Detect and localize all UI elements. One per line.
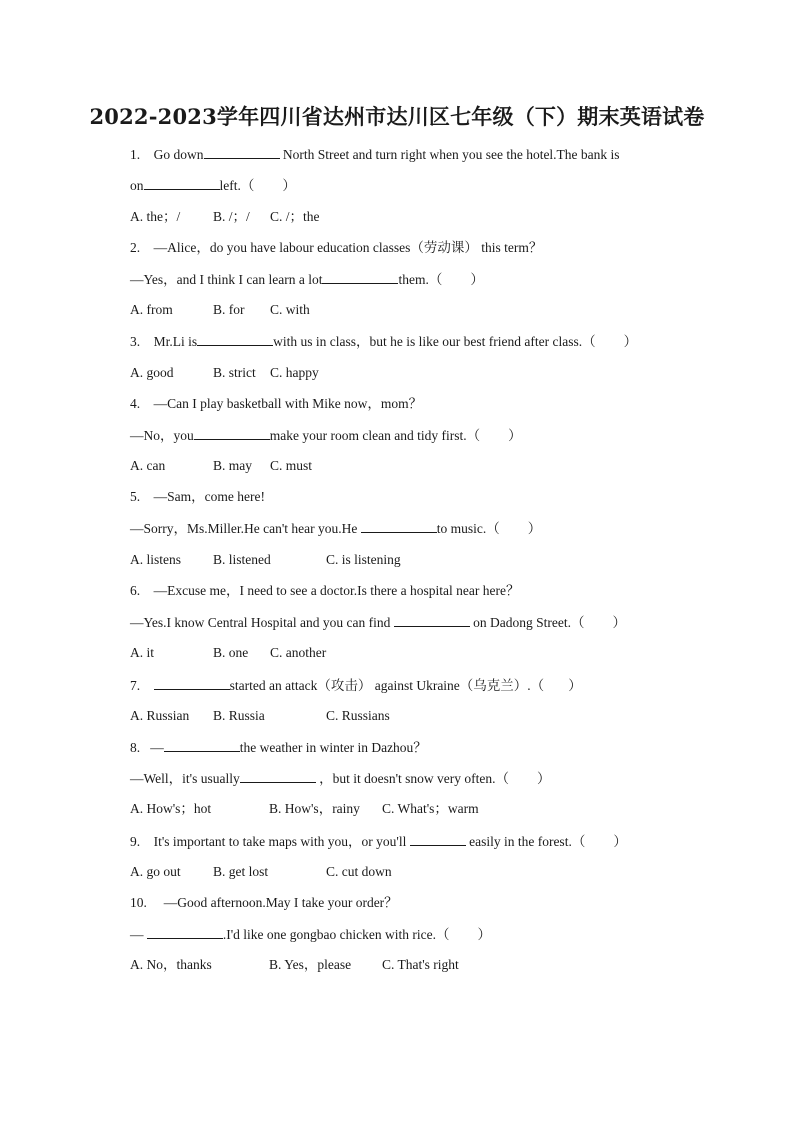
option-b[interactable]: B. one <box>213 645 249 660</box>
question-number: 7. <box>130 678 141 693</box>
option-a[interactable]: A. listens <box>130 552 182 567</box>
question-text: .I'd like one gongbao chicken with rice.（ <box>222 927 450 942</box>
question-number: 9. <box>130 834 141 849</box>
option-c[interactable]: C. Russians <box>326 708 390 723</box>
option-c[interactable]: C. another <box>270 645 327 660</box>
answer-paren: ） <box>613 834 627 849</box>
option-c[interactable]: C. What's；warm <box>382 801 479 816</box>
answer-paren: ） <box>612 615 626 630</box>
question-text: —Excuse me，I need to see a doctor.Is there a hospital near here？ <box>153 583 520 598</box>
question-2-stem <box>130 238 542 258</box>
question-3-stem <box>130 331 637 351</box>
question-1-stem-cont <box>130 175 296 195</box>
question-text: — <box>150 740 164 755</box>
question-5-stem-cont <box>130 518 541 538</box>
question-text: North Street and turn right when you see the hotel.The bank is <box>282 147 620 162</box>
question-9-stem <box>130 831 627 851</box>
question-1-stem <box>130 144 620 164</box>
question-text: them.（ <box>398 272 443 287</box>
question-text: —Sam，come here! <box>153 489 265 504</box>
question-6-stem-cont <box>130 612 626 632</box>
question-text: —Alice，do you have labour education classes（劳动课） this term？ <box>153 240 543 255</box>
option-a[interactable]: A. can <box>130 458 166 473</box>
question-number: 2. <box>130 240 141 255</box>
question-4-stem <box>130 394 422 414</box>
option-a[interactable]: A. the；/ <box>130 209 181 224</box>
answer-blank[interactable] <box>197 331 273 346</box>
answer-blank[interactable] <box>194 425 270 440</box>
answer-paren: ） <box>477 927 491 942</box>
option-b[interactable]: B. Yes，please <box>269 957 352 972</box>
question-text: —Can I play basketball with Mike now，mom？ <box>153 396 423 411</box>
answer-paren: ） <box>568 678 582 693</box>
option-c[interactable]: C. must <box>270 458 313 473</box>
answer-blank[interactable] <box>361 518 437 533</box>
question-text: — <box>130 927 144 942</box>
answer-paren: ） <box>623 334 638 349</box>
question-7-stem <box>130 675 582 695</box>
question-6-stem <box>130 581 519 601</box>
answer-blank[interactable] <box>164 737 240 752</box>
option-c[interactable]: C. /；the <box>270 209 320 224</box>
question-text: Mr.Li is <box>153 334 198 349</box>
answer-blank[interactable] <box>410 831 466 846</box>
question-text: —Yes，and I think I can learn a lot <box>130 272 323 287</box>
question-number: 8. <box>130 740 141 755</box>
question-text: to music.（ <box>436 521 500 536</box>
question-text: the weather in winter in Dazhou？ <box>239 740 427 755</box>
question-text: with us in class，but he is like our best friend after class.（ <box>273 334 596 349</box>
question-text: easily in the forest.（ <box>469 834 586 849</box>
exam-title: 2022-2023学年四川省达州市达川区七年级（下）期末英语试卷 <box>89 104 705 129</box>
answer-paren: ） <box>470 272 484 287</box>
option-a[interactable]: A. How's；hot <box>130 801 212 816</box>
option-a[interactable]: A. it <box>130 645 155 660</box>
question-10-stem-cont <box>130 924 491 944</box>
question-text: on Dadong Street.（ <box>473 615 585 630</box>
answer-blank[interactable] <box>204 144 280 159</box>
option-b[interactable]: B. get lost <box>213 864 269 879</box>
answer-blank[interactable] <box>394 612 470 627</box>
option-c[interactable]: C. happy <box>270 365 319 380</box>
question-8-stem-cont <box>130 768 551 788</box>
question-text: left.（ <box>219 178 255 193</box>
option-b[interactable]: B. for <box>213 302 245 317</box>
option-c[interactable]: C. cut down <box>326 864 392 879</box>
question-2-stem-cont <box>130 269 484 289</box>
question-10-stem <box>130 893 398 913</box>
option-c[interactable]: C. is listening <box>326 552 401 567</box>
question-text: —Yes.I know Central Hospital and you can find <box>130 615 391 630</box>
question-text: —Good afternoon.May I take your order？ <box>163 895 398 910</box>
question-text: Go down <box>153 147 204 162</box>
answer-paren: ） <box>527 521 542 536</box>
question-text: make your room clean and tidy first.（ <box>269 428 481 443</box>
option-b[interactable]: B. How's，rainy <box>269 801 360 816</box>
option-a[interactable]: A. from <box>130 302 173 317</box>
question-text: It's important to take maps with you，or you'll <box>153 834 407 849</box>
question-4-stem-cont <box>130 425 522 445</box>
question-number: 10. <box>130 895 147 910</box>
option-a[interactable]: A. Russian <box>130 708 190 723</box>
answer-blank[interactable] <box>240 768 316 783</box>
question-text: —Well，it's usually <box>130 771 240 786</box>
question-text: —No，you <box>130 428 194 443</box>
option-b[interactable]: B. listened <box>213 552 271 567</box>
option-a[interactable]: A. go out <box>130 864 181 879</box>
question-number: 5. <box>130 489 141 504</box>
question-8-stem <box>130 737 427 757</box>
option-b[interactable]: B. strict <box>213 365 256 380</box>
question-number: 3. <box>130 334 141 349</box>
answer-blank[interactable] <box>154 675 230 690</box>
answer-blank[interactable] <box>147 924 223 939</box>
answer-blank[interactable] <box>322 269 398 284</box>
answer-paren: ） <box>537 771 551 786</box>
question-number: 6. <box>130 583 141 598</box>
question-text: —Sorry，Ms.Miller.He can't hear you.He <box>130 521 358 536</box>
question-5-stem <box>130 487 265 507</box>
answer-paren: ） <box>508 428 522 443</box>
option-c[interactable]: C. with <box>270 302 310 317</box>
question-text: started an attack（攻击） against Ukraine（乌克兰）.（ <box>229 678 545 693</box>
question-text: ，but it doesn't snow very often.（ <box>319 771 510 786</box>
question-text: on <box>130 178 144 193</box>
option-a[interactable]: A. No，thanks <box>130 957 212 972</box>
answer-blank[interactable] <box>144 175 220 190</box>
option-a[interactable]: A. good <box>130 365 174 380</box>
option-b[interactable]: B. may <box>213 458 252 473</box>
option-b[interactable]: B. Russia <box>213 708 265 723</box>
question-number: 4. <box>130 396 141 411</box>
option-b[interactable]: B. /；/ <box>213 209 250 224</box>
answer-paren: ） <box>282 178 296 193</box>
option-c[interactable]: C. That's right <box>382 957 459 972</box>
question-number: 1. <box>130 147 141 162</box>
